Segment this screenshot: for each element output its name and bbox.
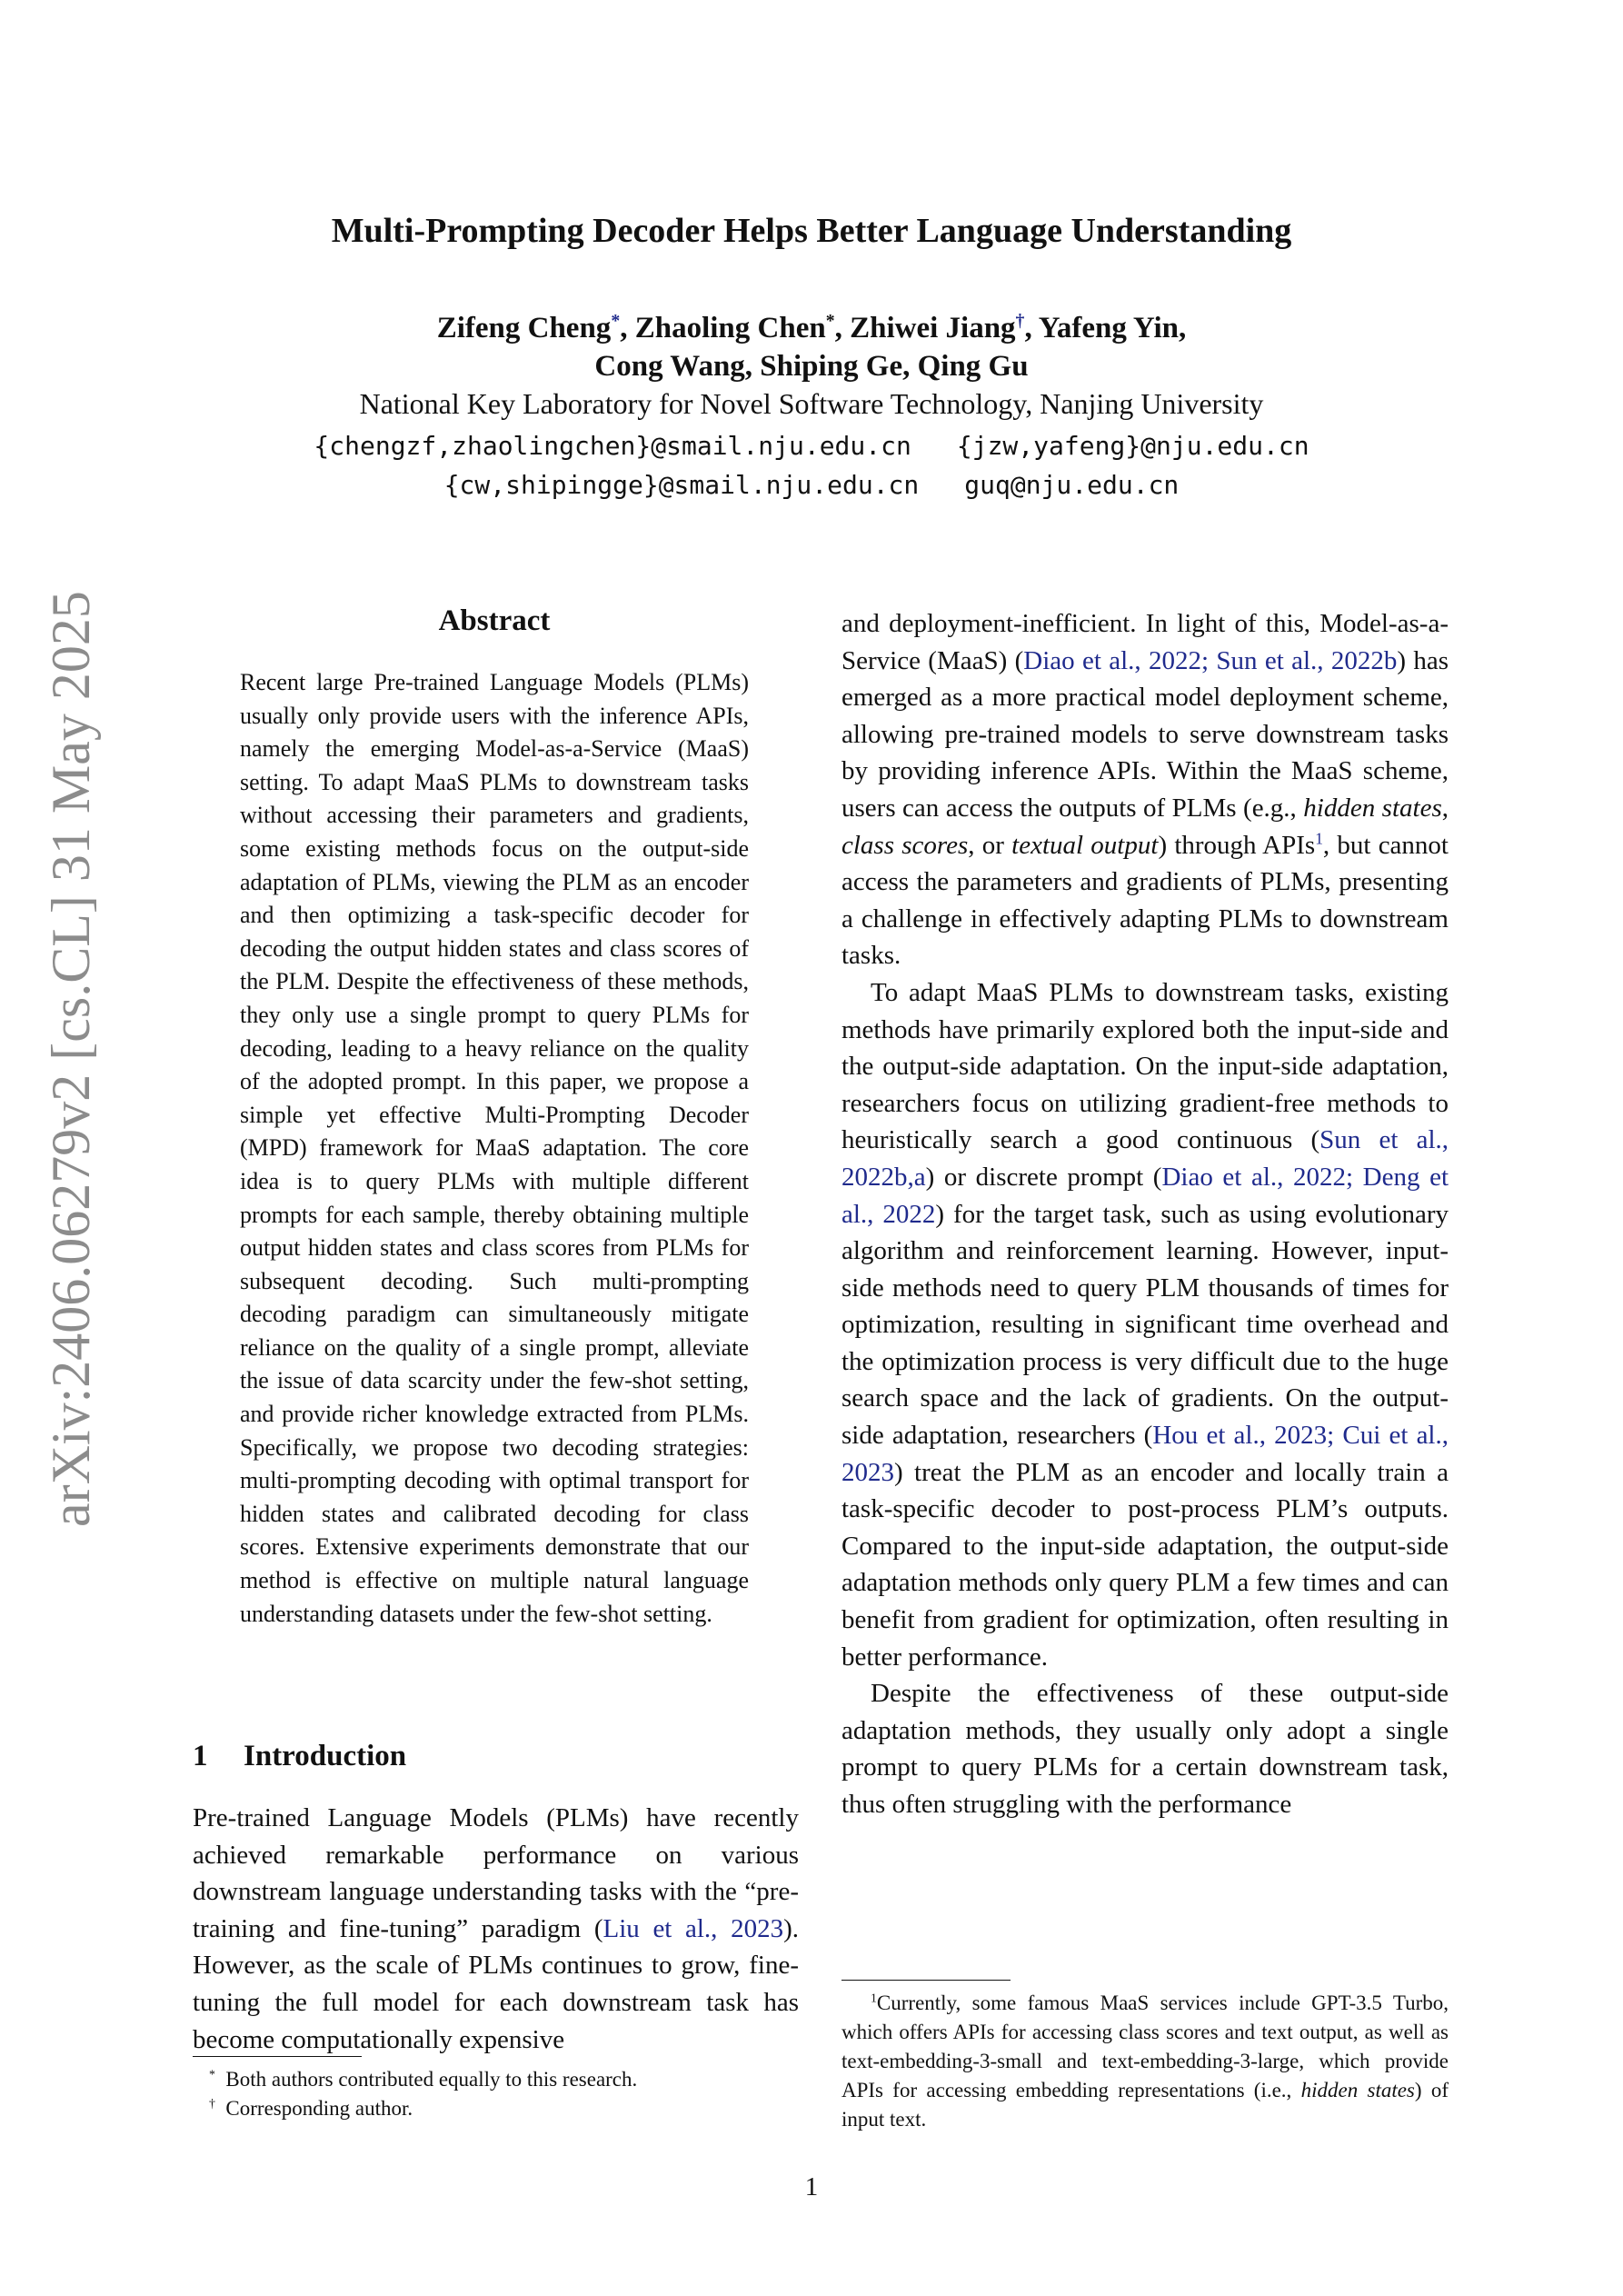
citation-link[interactable]: Liu et al., 2023 [602,1913,784,1943]
body-paragraph: Despite the effectiveness of these output-side adaptation methods, they usually only adopt a single prompt to query PLMs for a certain downstream task, thus often struggling with the performance [841,1679,1449,1819]
author-name: Zhaoling Chen [634,312,826,344]
section-number: 1 [193,1740,208,1772]
footnote: * Both authors contributed equally to this research. [209,2067,638,2091]
author-line-1: Zifeng Cheng*, Zhaoling Chen*, Zhiwei Jiang†, Yafeng Yin, [436,311,1187,344]
author-line-2: Cong Wang, Shiping Ge, Qing Gu [594,350,1029,383]
intro-paragraph: Pre-trained Language Models (PLMs) have recently achieved remarkable performance on various downstream language understanding tasks with the “pre-training and fine-tuning” paradigm (Liu et al., 2023). However, as the scale of PLMs continues to grow, fine-tuning the full model for each downstream task has become computationally expensive [193,1803,799,2054]
email: {chengzf,zhaolingchen}@smail.nju.edu.cn [314,431,911,461]
equal-contribution-mark[interactable]: * [825,311,835,331]
equal-contribution-mark[interactable]: * [611,311,621,331]
citation-link[interactable]: Diao et al., 2022 [1023,645,1201,675]
abstract-heading: Abstract [438,604,551,637]
arxiv-identifier: arXiv:2406.06279v2 [cs.CL] 31 May 2025 [41,591,101,1527]
citation-link[interactable]: Deng et al., 2022 [841,1162,1449,1229]
footnote-divider [841,1980,1011,1981]
author-name: Zifeng Cheng [436,312,612,344]
citation-link[interactable]: Sun et al., 2022b [1216,645,1398,675]
affiliation: National Key Laboratory for Novel Software Technology, Nanjing University [359,387,1264,420]
section-heading [193,1740,406,1773]
footnote: $^1$Currently, some famous MaaS services include GPT-3.5 Turbo, which offers APIs for accessing class scores and text output, as well as text-embedding-3-small and text-embedding-3-large, which provide APIs for accessing embedding representations (i.e., hidden states) of input text. [841,1991,1449,2131]
email: guq@nju.edu.cn [964,470,1180,500]
footnote-link[interactable]: 1 [1315,828,1323,847]
body-paragraph: and deployment-inefficient. In light of this, Model-as-a-Service (MaaS) (Diao et al., 2022; Sun et al., 2022b) has emerged as a more practical model deployment scheme, allowing pre-trained models to serve downstream tasks by providing inference APIs. Within the MaaS scheme, users can access the outputs of PLMs (e.g., hidden states, class scores, or textual output) through APIs$^1$, but cannot access the parameters and gradients of PLMs, presenting a challenge in effectively adapting PLMs to downstream tasks. [841,609,1449,971]
corresponding-author-mark[interactable]: † [1015,311,1025,331]
citation-link[interactable]: Cui et al., 2023 [841,1421,1449,1487]
footnote-divider [193,2056,362,2057]
paper-title: Multi-Prompting Decoder Helps Better Language Understanding [331,212,1292,250]
email: {jzw,yafeng}@nju.edu.cn [956,431,1309,461]
author-name: Zhiwei Jiang [850,312,1016,344]
author-list [0,309,1623,385]
author-name: Yafeng Yin, [1038,312,1187,344]
body-paragraph: To adapt MaaS PLMs to downstream tasks, existing methods have primarily explored both the input-side and the output-side adaptation. On the input-side adaptation, researchers focus on utilizing gradient-free methods to heuristically search a good continuous (Sun et al., 2022b,a) or discrete prompt (Diao et al., 2022; Deng et al., 2022) for the target task, such as using evolutionary algorithm and reinforcement learning. However, input-side methods need to query PLM thousands of times for optimization, resulting in significant time overhead and the optimization process is very difficult due to the huge search space and the lack of gradients. On the output-side adaptation, researchers (Hou et al., 2023; Cui et al., 2023) treat the PLM as an encoder and locally train a task-specific decoder to post-process PLM’s outputs. Compared to the input-side adaptation, the output-side adaptation methods only query PLM a few times and can benefit from gradient for optimization, often resulting in better performance. [841,977,1449,1672]
email-block [0,426,1623,504]
email: {cw,shipingge}@smail.nju.edu.cn [443,470,920,500]
citation-link[interactable]: Diao et al., 2022 [1161,1162,1346,1192]
citation-link[interactable]: Sun et al., 2022b,a [841,1125,1449,1192]
citation-link[interactable]: Hou et al., 2023 [1152,1421,1328,1451]
footnote-right [841,1989,1449,2134]
page-number: 1 [804,2172,819,2201]
abstract-text: Recent large Pre-trained Language Models (PLMs) usually only provide users with the inference APIs, namely the emerging Model-as-a-Service (MaaS) setting. To adapt MaaS PLMs to downstream tasks without accessing their parameters and gradients, some existing methods focus on the output-side adaptation of PLMs, viewing the PLM as an encoder and then optimizing a task-specific decoder for decoding the output hidden states and class scores of the PLM. Despite the effectiveness of these methods, they only use a single prompt to query PLMs for decoding, leading to a heavy reliance on the quality of the adopted prompt. In this paper, we propose a simple yet effective Multi-Prompting Decoder (MPD) framework for MaaS adaptation. The core idea is to query PLMs with multiple different prompts for each sample, thereby obtaining multiple output hidden states and class scores from PLMs for subsequent decoding. Such multi-prompting decoding paradigm can simultaneously mitigate reliance on the quality of a single prompt, alleviate the issue of data scarcity under the few-shot setting, and provide richer knowledge extracted from PLMs. Specifically, we propose two decoding strategies: multi-prompting decoding with optimal transport for hidden states and calibrated decoding for class scores. Extensive experiments demonstrate that our method is effective on multiple natural language understanding datasets under the few-shot setting. [240,669,749,1627]
section-title: Introduction [244,1740,407,1772]
footnotes-left [209,2065,754,2123]
right-column [841,605,1449,1823]
footnote: † Corresponding author. [209,2096,413,2120]
